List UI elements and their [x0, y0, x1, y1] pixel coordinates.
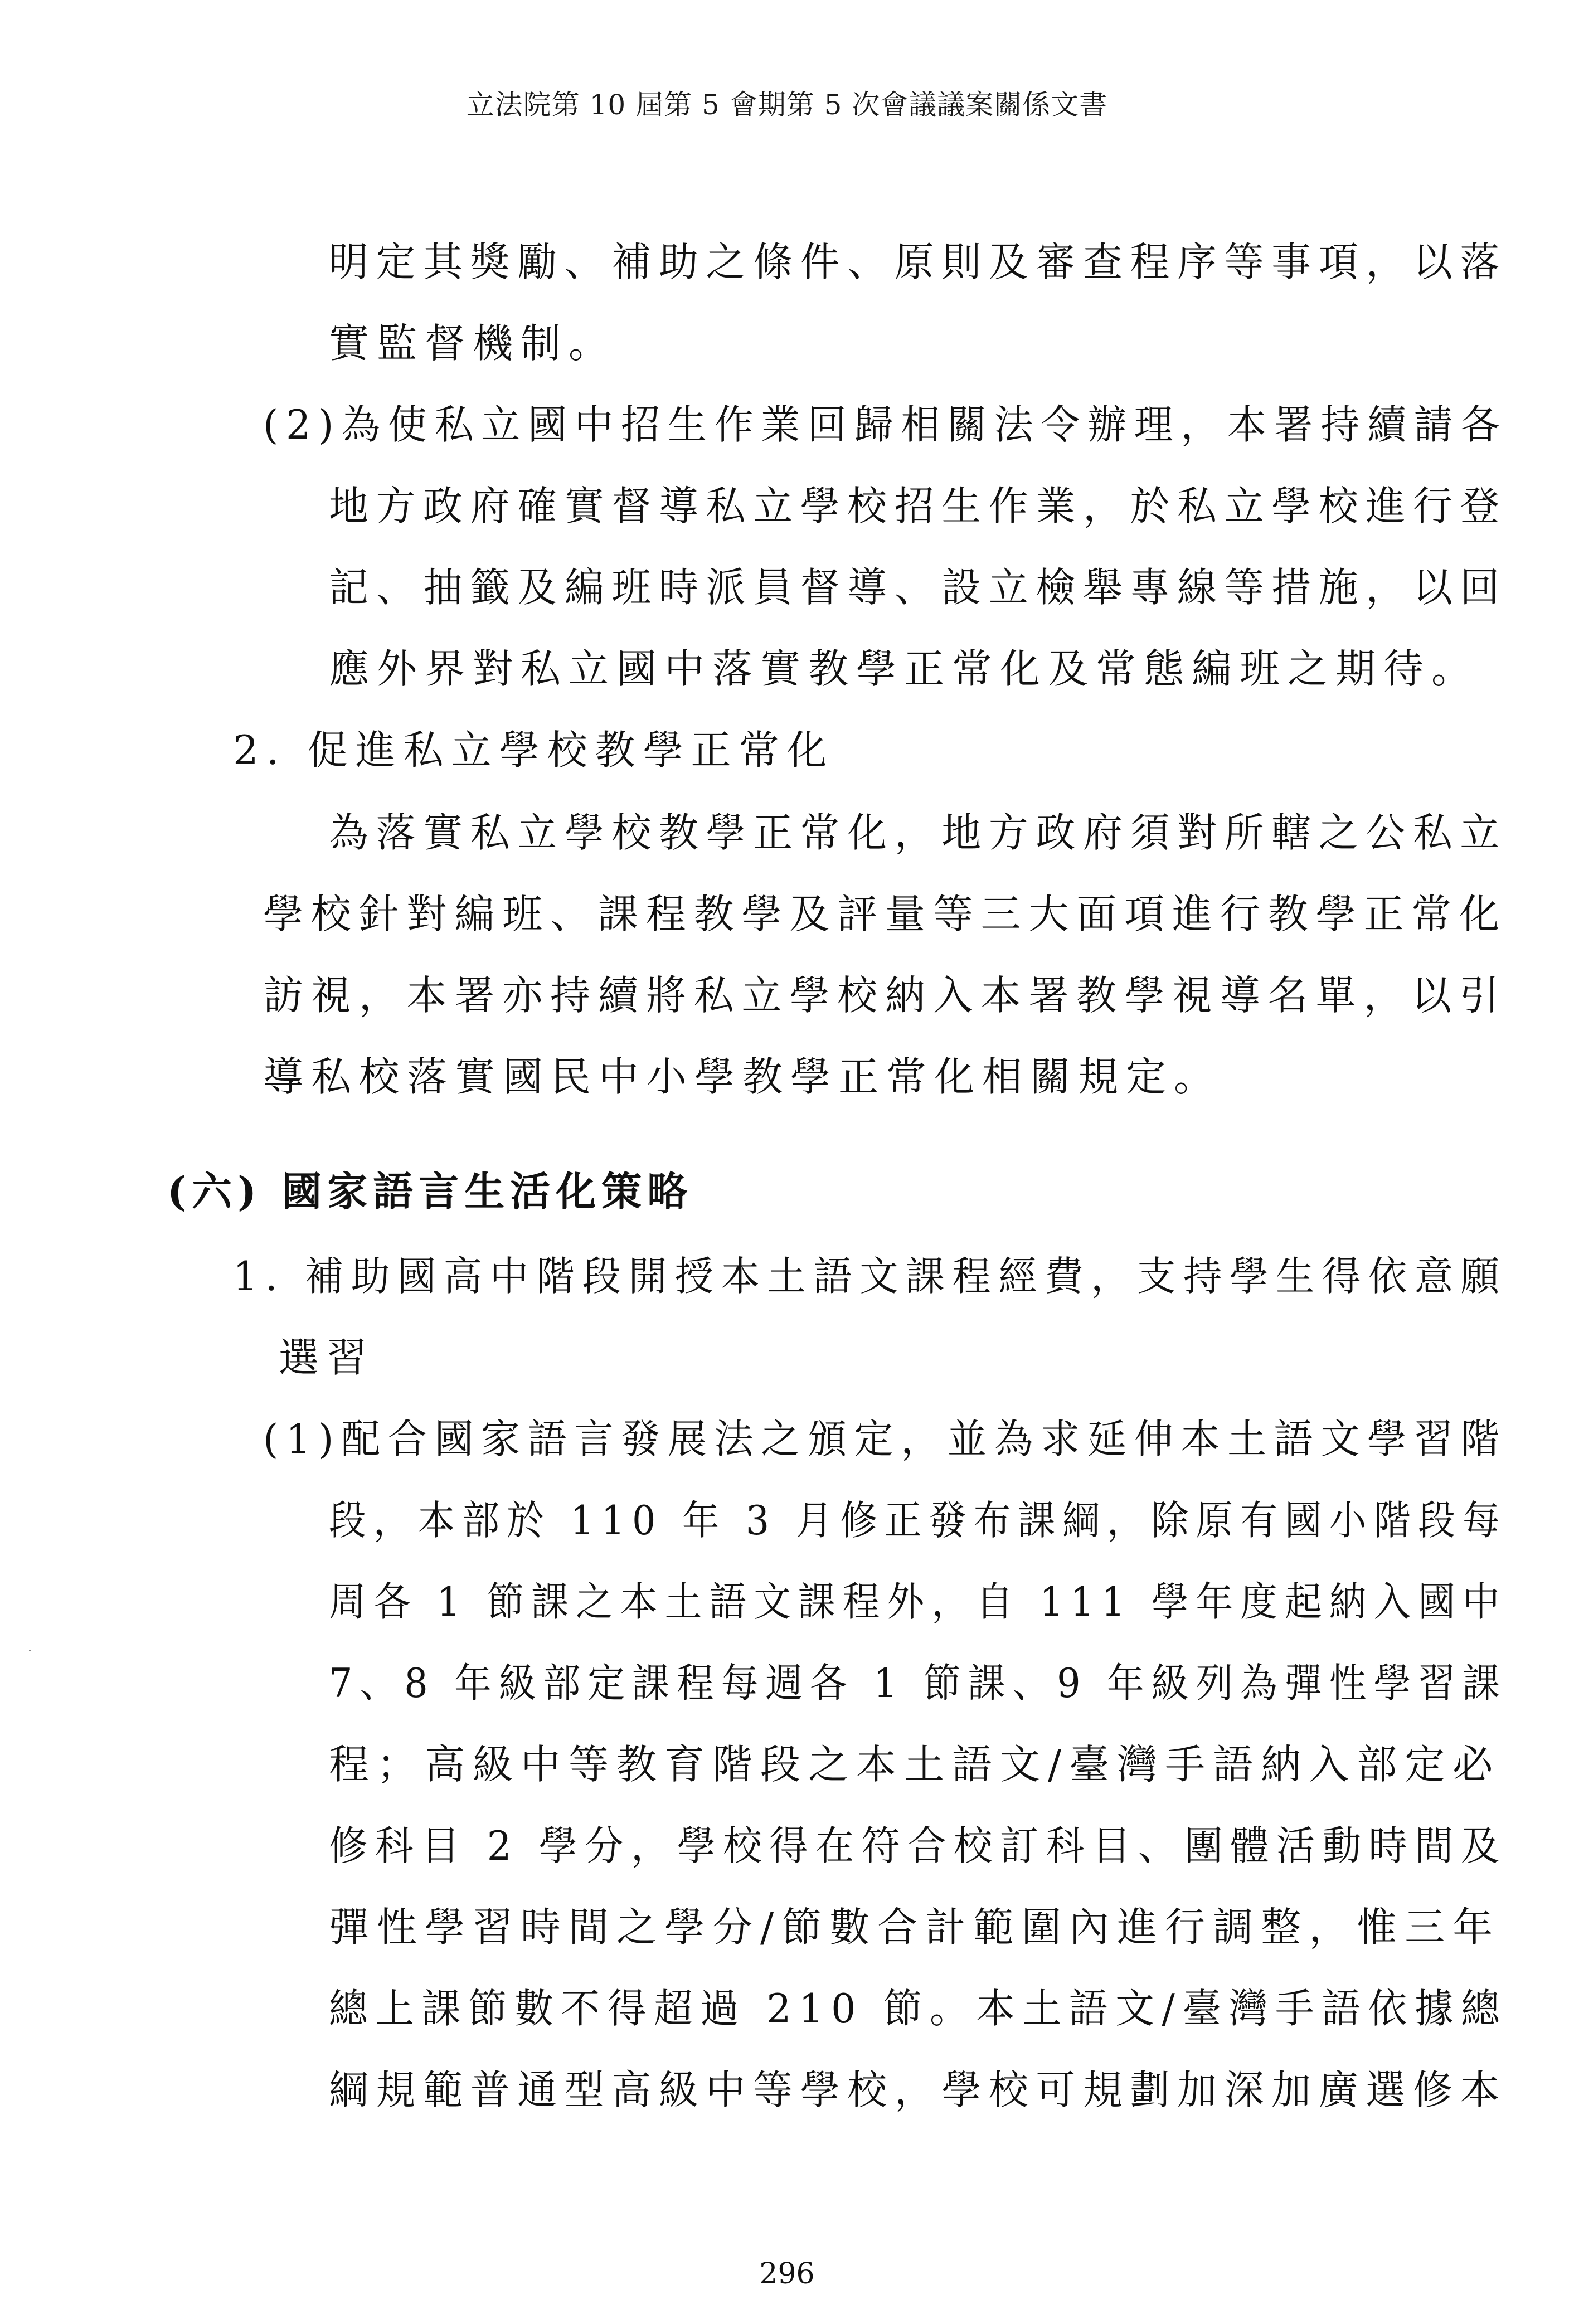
body-line: 學校針對編班、課程教學及評量等三大面項進行教學正常化 — [263, 891, 1507, 937]
subsection-heading: 2. 促進私立學校教學正常化 — [233, 727, 835, 774]
body-line: 總上課節數不得超過 210 節。本土語文/臺灣手語依據總 — [329, 1985, 1508, 2032]
page-number: 296 — [759, 2257, 815, 2291]
body-line: 應外界對私立國中落實教學正常化及常態編班之期待。 — [329, 645, 1480, 692]
body-line: 實監督機制。 — [329, 320, 617, 367]
list-item-line: (2)為使私立國中招生作業回歸相關法令辦理，本署持續請各 — [263, 401, 1508, 448]
section-heading: (六) 國家語言生活化策略 — [167, 1168, 693, 1215]
list-item-line: (1)配合國家語言發展法之頒定，並為求延伸本土語文學習階 — [263, 1416, 1508, 1462]
body-line: 選習 — [279, 1334, 375, 1381]
page-header: 立法院第 10 屆第 5 會期第 5 次會議議案關係文書 — [466, 89, 1108, 121]
body-line: 導私校落實國民中小學教學正常化相關規定。 — [263, 1053, 1222, 1100]
body-line: 7、8 年級部定課程每週各 1 節課、9 年級列為彈性學習課 — [329, 1660, 1507, 1706]
body-line: 彈性學習時間之學分/節數合計範圍內進行調整，惟三年 — [329, 1904, 1501, 1951]
body-line: 記、抽籤及編班時派員督導、設立檢舉專線等措施，以回 — [329, 564, 1508, 611]
subsection-heading: 1. 補助國高中階段開授本土語文課程經費，支持學生得依意願 — [233, 1253, 1507, 1300]
body-line: 明定其獎勵、補助之條件、原則及審查程序等事項，以落 — [329, 239, 1508, 285]
body-line: 周各 1 節課之本土語文課程外，自 111 學年度起納入國中 — [329, 1578, 1507, 1625]
body-line: 修科目 2 學分，學校得在符合校訂科目、團體活動時間及 — [329, 1822, 1507, 1869]
body-line: 程；高級中等教育階段之本土語文/臺灣手語納入部定必 — [329, 1741, 1501, 1788]
body-line: 綱規範普通型高級中等學校，學校可規劃加深加廣選修本 — [329, 2067, 1508, 2113]
body-line: 段，本部於 110 年 3 月修正發布課綱，除原有國小階段每 — [329, 1497, 1507, 1544]
body-line: 為落實私立學校教學正常化，地方政府須對所轄之公私立 — [329, 809, 1508, 856]
body-line: 地方政府確實督導私立學校招生作業，於私立學校進行登 — [329, 483, 1508, 529]
scan-mark — [29, 1650, 31, 1651]
body-line: 訪視，本署亦持續將私立學校納入本署教學視導名單，以引 — [263, 972, 1507, 1019]
